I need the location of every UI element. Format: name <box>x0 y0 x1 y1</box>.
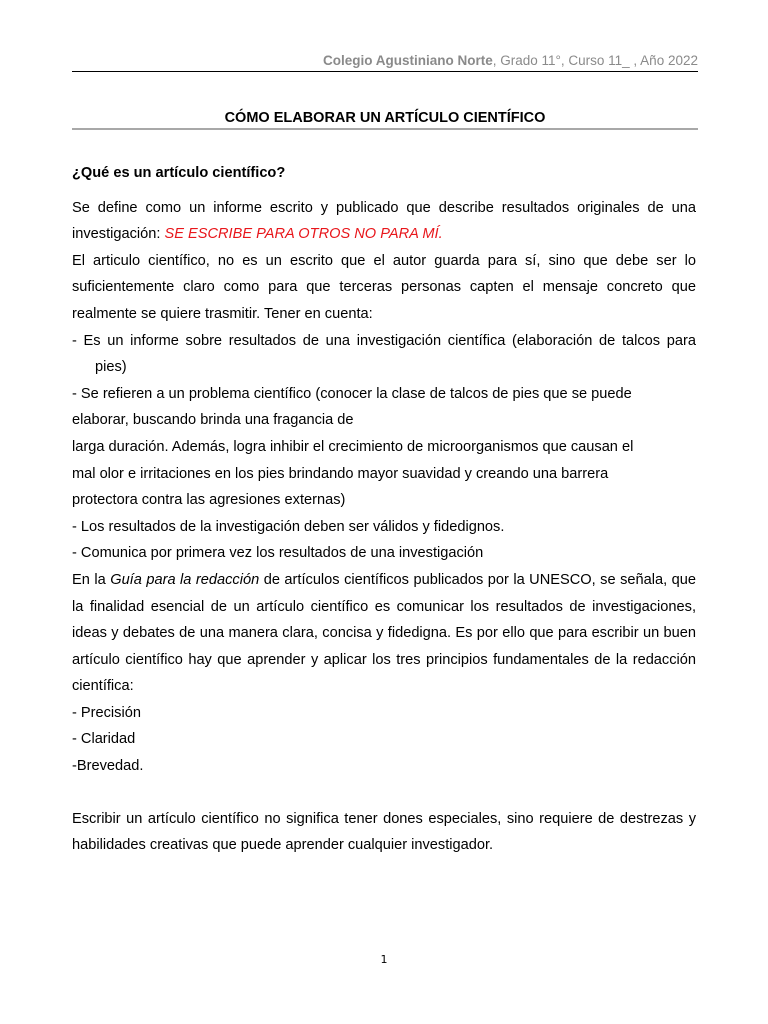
title-underline <box>72 128 698 130</box>
header-details: , Grado 11°, Curso 11_ , Año 2022 <box>492 53 698 68</box>
school-name: Colegio Agustiniano Norte <box>322 53 493 68</box>
paragraph-purpose: El articulo científico, no es un escrito que el autor guarda para sí, sino que debe ser lo suficientemente claro como para que terceras personas capten el mensaje concreto que realmente se quiere trasmitir. Tener en cuenta: <box>72 252 696 322</box>
bullet-report: - Es un informe sobre resultados de una investigación científica (elaboración de talcos para pies) <box>72 332 696 376</box>
document-body <box>72 160 696 859</box>
paragraph-unesco <box>72 567 696 700</box>
section-question: ¿Qué es un artículo científico? <box>72 165 286 181</box>
bullet-first-time: - Comunica por primera vez los resultados de una investigación <box>72 545 484 562</box>
header-divider <box>72 71 698 72</box>
bullet-problem-line: protectora contra las agresiones externas) <box>72 492 346 509</box>
bullet-problem-line: larga duración. Además, logra inhibir el crecimiento de microorganismos que causan el <box>72 438 634 455</box>
bullet-problem-line: mal olor e irritaciones en los pies brindando mayor suavidad y creando una barrera <box>72 465 609 482</box>
page-header <box>72 52 698 70</box>
principle-item: -Brevedad. <box>72 758 144 775</box>
bullet-valid-results: - Los resultados de la investigación deben ser válidos y fidedignos. <box>72 518 505 535</box>
definition-emphasis: SE ESCRIBE PARA OTROS NO PARA MÍ. <box>164 226 443 243</box>
bullet-problem-line: - Se refieren a un problema científico (conocer la clase de talcos de pies que se puede <box>72 385 632 402</box>
unesco-text: de artículos científicos publicados por la UNESCO, se señala, que la finalidad esencial de un artículo científico es comunicar los resultados de investigaciones, ideas y debates de una manera clara, concisa y fidedigna. Es por ello que para escribir un buen artículo científico hay que aprender y aplicar los tres principios fundamentales de la redacción científica: <box>72 571 696 695</box>
document-title: CÓMO ELABORAR UN ARTÍCULO CIENTÍFICO <box>224 110 546 126</box>
paragraph-closing: Escribir un artículo científico no significa tener dones especiales, sino requiere de destrezas y habilidades creativas que puede aprender cualquier investigador. <box>72 810 696 854</box>
definition-paragraph <box>72 195 696 248</box>
unesco-prefix: En la <box>72 571 111 588</box>
bullet-problem-line: elaborar, buscando brinda una fragancia de <box>72 412 354 429</box>
paragraph-spacer <box>72 780 696 806</box>
definition-text: Se define como un informe escrito y publicado que describe resultados originales de una investigación: <box>72 199 696 243</box>
page-number: 1 <box>380 953 388 966</box>
principle-item: - Claridad <box>72 731 136 748</box>
principle-item: - Precisión <box>72 704 141 721</box>
unesco-guide-title: Guía para la redacción <box>110 571 260 588</box>
bullet-problem <box>72 381 696 514</box>
